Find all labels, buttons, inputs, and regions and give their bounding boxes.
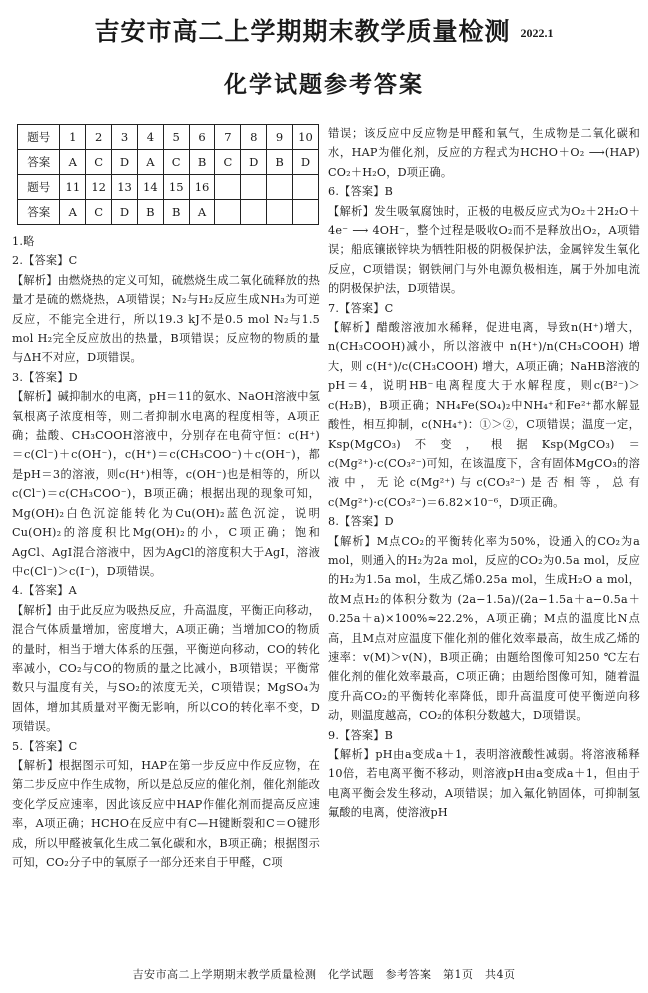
row-label: 题号 <box>18 175 60 200</box>
table-cell: A <box>60 150 86 175</box>
table-cell <box>267 200 293 225</box>
question-8-explanation: 【解析】M点CO₂的平衡转化率为50%，设通入的CO₂为a mol，则通入的H₂为2a mol，反应的CO₂为0.5a mol，反应的H₂为1.5a mol，生成乙烯0.25a mol，生成H₂O a mol，故M点H₂的体积分数为 (2a−1.5a)/(2a−1.5a＋a−0.5a＋0.25a＋a)×100%≈22.2%，A项正确；M点的温度比N点高，且M点对应温度下催化剂的催化效率最高，故生成乙烯的速率：v(M)＞v(N)，B项正确；由题给图像可知250 ℃左右催化剂的催化效率最高，C项正确；由题给图像可知，随着温度升高CO₂的平衡转化率降低，即升高温度可使平衡逆向移动，则温度越高，CO₂的体积分数越大，D项错误。 <box>328 534 640 723</box>
answer-row <box>18 150 319 175</box>
table-cell: A <box>137 150 163 175</box>
table-cell: 13 <box>112 175 138 200</box>
table-cell <box>241 200 267 225</box>
table-cell: D <box>112 150 138 175</box>
question-4-explanation: 【解析】由于此反应为吸热反应，升高温度，平衡正向移动，混合气体质量增加，密度增大，A项正确；当增加CO的物质的量时，相当于增大体系的压强，平衡逆向移动，CO的转化率减小，CO₂与CO的物质的量之比减小，B项错误；平衡常数只与温度有关，与SO₂的浓度无关，C项错误；MgSO₄为固体，增加其质量对平衡无影响，所以CO的转化率不变，D项错误。 <box>12 603 320 734</box>
table-cell: B <box>137 200 163 225</box>
table-cell: A <box>189 200 215 225</box>
table-cell <box>293 175 319 200</box>
table-cell: C <box>86 200 112 225</box>
row-label: 答案 <box>18 200 60 225</box>
table-cell: 15 <box>163 175 189 200</box>
table-cell: 11 <box>60 175 86 200</box>
table-cell <box>267 175 293 200</box>
table-cell <box>293 200 319 225</box>
row-label: 答案 <box>18 150 60 175</box>
table-cell: D <box>112 200 138 225</box>
question-2-answer: 2.【答案】C <box>12 254 78 268</box>
question-3-explanation: 【解析】碱抑制水的电离，pH＝11的氨水、NaOH溶液中氢氧根离子浓度相等，则二者抑制水电离的程度相等，A项正确；盐酸、CH₃COOH溶液中，分别存在电荷守恒：c(H⁺)＝c(Cl⁻)＋c(OH⁻)，c(H⁺)＝c(CH₃COO⁻)＋c(OH⁻)，都是pH＝3的溶液，则c(H⁺)相等，c(OH⁻)也是相等的，所以c(Cl⁻)＝c(CH₃COO⁻)，B项正确；根据出现的现象可知，Mg(OH)₂白色沉淀能转化为Cu(OH)₂蓝色沉淀，说明Cu(OH)₂的溶度积比Mg(OH)₂的小，C项正确；饱和AgCl、AgI混合溶液中，因为AgCl的溶度积大于AgI，溶液中c(Cl⁻)＞c(I⁻)，D项错误。 <box>12 390 320 578</box>
table-cell: 4 <box>137 125 163 150</box>
page-subtitle: 化学试题参考答案 <box>224 72 424 98</box>
question-8-answer: 8.【答案】D <box>328 515 394 529</box>
table-cell: 5 <box>163 125 189 150</box>
page-footer: 吉安市高二上学期期末教学质量检测 化学试题 参考答案 第1页 共4页 <box>132 968 516 981</box>
table-cell: 7 <box>215 125 241 150</box>
table-cell: 1 <box>60 125 86 150</box>
table-cell: 10 <box>293 125 319 150</box>
table-cell: 8 <box>241 125 267 150</box>
table-cell: 6 <box>189 125 215 150</box>
answer-row <box>18 200 319 225</box>
row-label: 题号 <box>18 125 60 150</box>
question-number-row <box>18 175 319 200</box>
question-2-explanation: 【解析】由燃烧热的定义可知，硫燃烧生成二氧化硫释放的热量才是硫的燃烧热，A项错误；N₂与H₂反应生成NH₃为可逆反应，不能完全进行，所以19.3 kJ不是0.5 mol N₂与1.5 mol H₂完全反应放出的热量，B项错误；反应物的物质的量与ΔH不对应，D项错误。 <box>12 273 320 365</box>
table-cell: C <box>86 150 112 175</box>
question-1-answer: 1.略 <box>12 235 35 248</box>
question-5-explanation: 【解析】根据图示可知，HAP在第一步反应中作反应物，在第二步反应中作生成物，所以是总反应的催化剂，催化剂能改变化学反应速率，因此该反应中HAP作催化剂而提高反应速率，A项正确；HCHO在反应中有C—H键断裂和C＝O键形成，所以甲醛被氧化生成二氧化碳和水，B项正确；根据图示可知，CO₂分子中的氧原子一部分还来自于甲醛，C项 <box>12 758 320 869</box>
question-7-answer: 7.【答案】C <box>328 301 394 315</box>
table-cell: D <box>293 150 319 175</box>
table-cell: 3 <box>112 125 138 150</box>
table-cell <box>215 175 241 200</box>
table-cell: D <box>241 150 267 175</box>
question-5-answer: 5.【答案】C <box>12 739 78 753</box>
right-column <box>328 124 640 823</box>
question-6-explanation: 【解析】发生吸氧腐蚀时，正极的电极反应式为O₂＋2H₂O＋4e⁻ ⟶ 4OH⁻，整个过程是吸收O₂而不是释放出O₂，A项错误；船底镶嵌锌块为牺牲阳极的阴极保护法，金属锌发生氧化反应，C项错误；钢铁闸门与外电源负极相连，属于外加电流的阴极保护法，D项错误。 <box>328 204 640 296</box>
table-cell: 14 <box>137 175 163 200</box>
table-cell: C <box>215 150 241 175</box>
exam-year: 2022.1 <box>520 25 554 40</box>
question-6-answer: 6.【答案】B <box>328 185 394 199</box>
table-cell: 12 <box>86 175 112 200</box>
table-cell: B <box>163 200 189 225</box>
question-5-explanation-cont: 错误；该反应中反应物是甲醛和氧气，生成物是二氧化碳和水，HAP为催化剂，反应的方程式为HCHO＋O₂ ⟶(HAP) CO₂＋H₂O，D项正确。 <box>328 127 640 179</box>
table-cell: B <box>267 150 293 175</box>
question-3-answer: 3.【答案】D <box>12 370 78 384</box>
table-cell: A <box>60 200 86 225</box>
table-cell <box>241 175 267 200</box>
left-column <box>12 232 320 872</box>
table-cell <box>215 200 241 225</box>
answer-table <box>17 124 319 225</box>
table-cell: C <box>163 150 189 175</box>
table-cell: 2 <box>86 125 112 150</box>
page-title <box>0 12 648 48</box>
table-cell: 16 <box>189 175 215 200</box>
exam-title: 吉安市高二上学期期末教学质量检测 <box>94 17 511 46</box>
question-4-answer: 4.【答案】A <box>12 584 77 598</box>
question-number-row <box>18 125 319 150</box>
question-7-explanation: 【解析】醋酸溶液加水稀释，促进电离，导致n(H⁺)增大，n(CH₃COOH)减小，所以溶液中 n(H⁺)/n(CH₃COOH) 增大，则 c(H⁺)/c(CH₃COOH) 增大，A项正确；NaHB溶液的pH＝4，说明HB⁻电离程度大于水解程度，则c(B²⁻)＞c(H₂B)，B项正确；NH₄Fe(SO₄)₂中NH₄⁺和Fe²⁺都水解显酸性，相互抑制，c(NH₄⁺)：①＞②，C项错误；温度一定，Ksp(MgCO₃)不变，根据Ksp(MgCO₃)＝c(Mg²⁺)·c(CO₃²⁻)可知，在该温度下，含有固体MgCO₃的溶液中，无论c(Mg²⁺)与c(CO₃²⁻)是否相等，总有c(Mg²⁺)·c(CO₃²⁻)＝6.82×10⁻⁶，D项正确。 <box>328 321 640 509</box>
table-cell: B <box>189 150 215 175</box>
question-9-answer: 9.【答案】B <box>328 728 394 742</box>
table-cell: 9 <box>267 125 293 150</box>
question-9-explanation: 【解析】pH由a变成a＋1，表明溶液酸性减弱。将溶液稀释10倍，若电离平衡不移动，则溶液pH由a变成a＋1，但由于电离平衡会发生移动，A项错误；加入氟化钠固体，可抑制氢氟酸的电离，使溶液pH <box>328 748 640 820</box>
